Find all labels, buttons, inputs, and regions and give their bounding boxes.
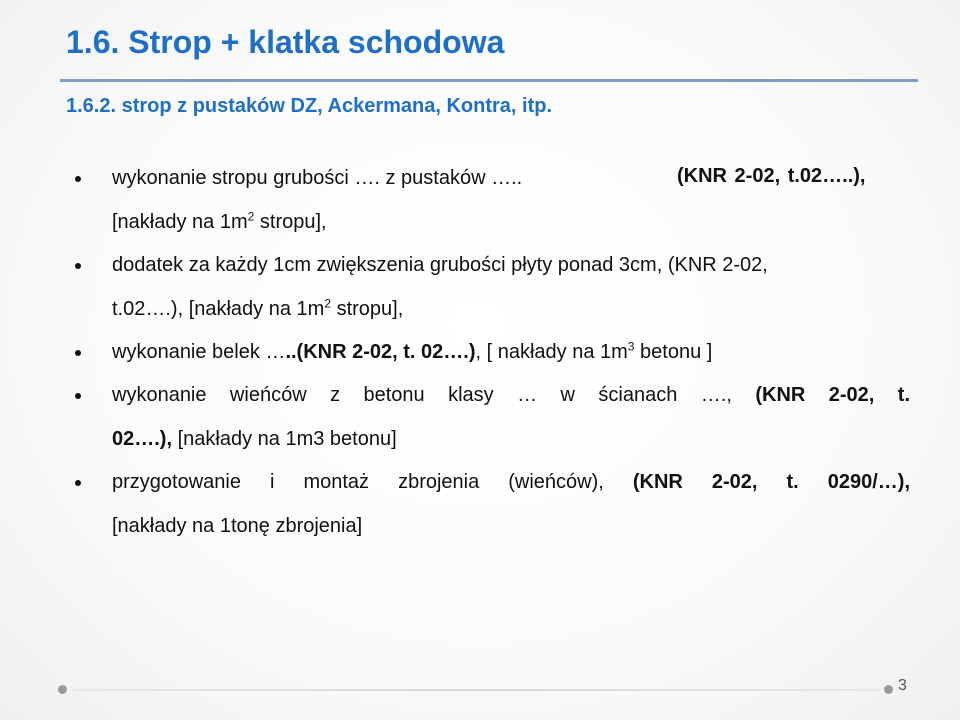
- bullet-1-line-1: [112, 166, 522, 190]
- slide-title: 1.6. Strop + klatka schodowa: [66, 24, 505, 60]
- bullet-3-knr-ref: ..(KNR 2-02, t. 02….): [285, 341, 476, 363]
- bullet-4-line-2: [112, 427, 397, 451]
- bullet-1-note: [nakłady na 1m: [112, 211, 248, 233]
- slide-subtitle: 1.6.2. strop z pustaków DZ, Ackermana, Kontra, itp.: [66, 95, 553, 117]
- bullet-5-line-2: [112, 514, 362, 538]
- bullet-1-knr-ref: (KNR 2-02, t.02…..),: [677, 165, 866, 187]
- bullet-5-line-1: [112, 470, 910, 494]
- bullet-marker: [75, 350, 81, 356]
- footer-rule: [72, 689, 880, 691]
- page-number: 3: [898, 677, 907, 694]
- bullet-2-text: dodatek za każdy 1cm zwiększenia grubości płyty ponad 3cm, (KNR 2-02,: [112, 254, 768, 276]
- bullet-4-knr-ref: (KNR 2-02, t.: [755, 384, 911, 406]
- bullet-1-note-end: stropu],: [254, 211, 327, 233]
- footer-dot-left: [58, 685, 67, 694]
- bullet-4-line-1: [112, 383, 910, 407]
- bullet-3-text: wykonanie belek …: [112, 341, 286, 363]
- bullet-2-note-end: stropu],: [331, 298, 404, 320]
- footer-dot-right: [884, 685, 893, 694]
- bullet-5-note: [nakłady na 1tonę zbrojenia]: [112, 515, 363, 537]
- superscript: 2: [324, 296, 332, 311]
- bullet-5-knr-ref: (KNR 2-02, t. 0290/…),: [632, 471, 910, 493]
- bullet-marker: [75, 263, 81, 269]
- bullet-2-line-1: [112, 253, 768, 277]
- bullet-3-line-1: [112, 340, 712, 364]
- bullet-3-note-end: betonu ]: [634, 341, 713, 363]
- bullet-2-note: t.02….), [nakłady na 1m: [112, 298, 325, 320]
- bullet-4-note: [nakłady na 1m3 betonu]: [172, 428, 397, 450]
- bullet-marker: [75, 393, 81, 399]
- superscript: 2: [247, 209, 255, 224]
- bullet-5-text: przygotowanie i montaż zbrojenia (wieńców),: [112, 471, 633, 493]
- bullet-marker: [75, 480, 81, 486]
- bullet-4-text: wykonanie wieńców z betonu klasy … w ścianach ….,: [112, 384, 756, 406]
- bullet-1-text: wykonanie stropu grubości …. z pustaków …..: [112, 167, 523, 189]
- bullet-1-line-2: [112, 210, 327, 234]
- bullet-2-line-2: [112, 297, 403, 321]
- bullet-3-note: , [ nakłady na 1m: [475, 341, 628, 363]
- bullet-marker: [75, 176, 81, 182]
- superscript: 3: [627, 339, 635, 354]
- bullet-4-knr-ref-cont: 02….),: [112, 428, 173, 450]
